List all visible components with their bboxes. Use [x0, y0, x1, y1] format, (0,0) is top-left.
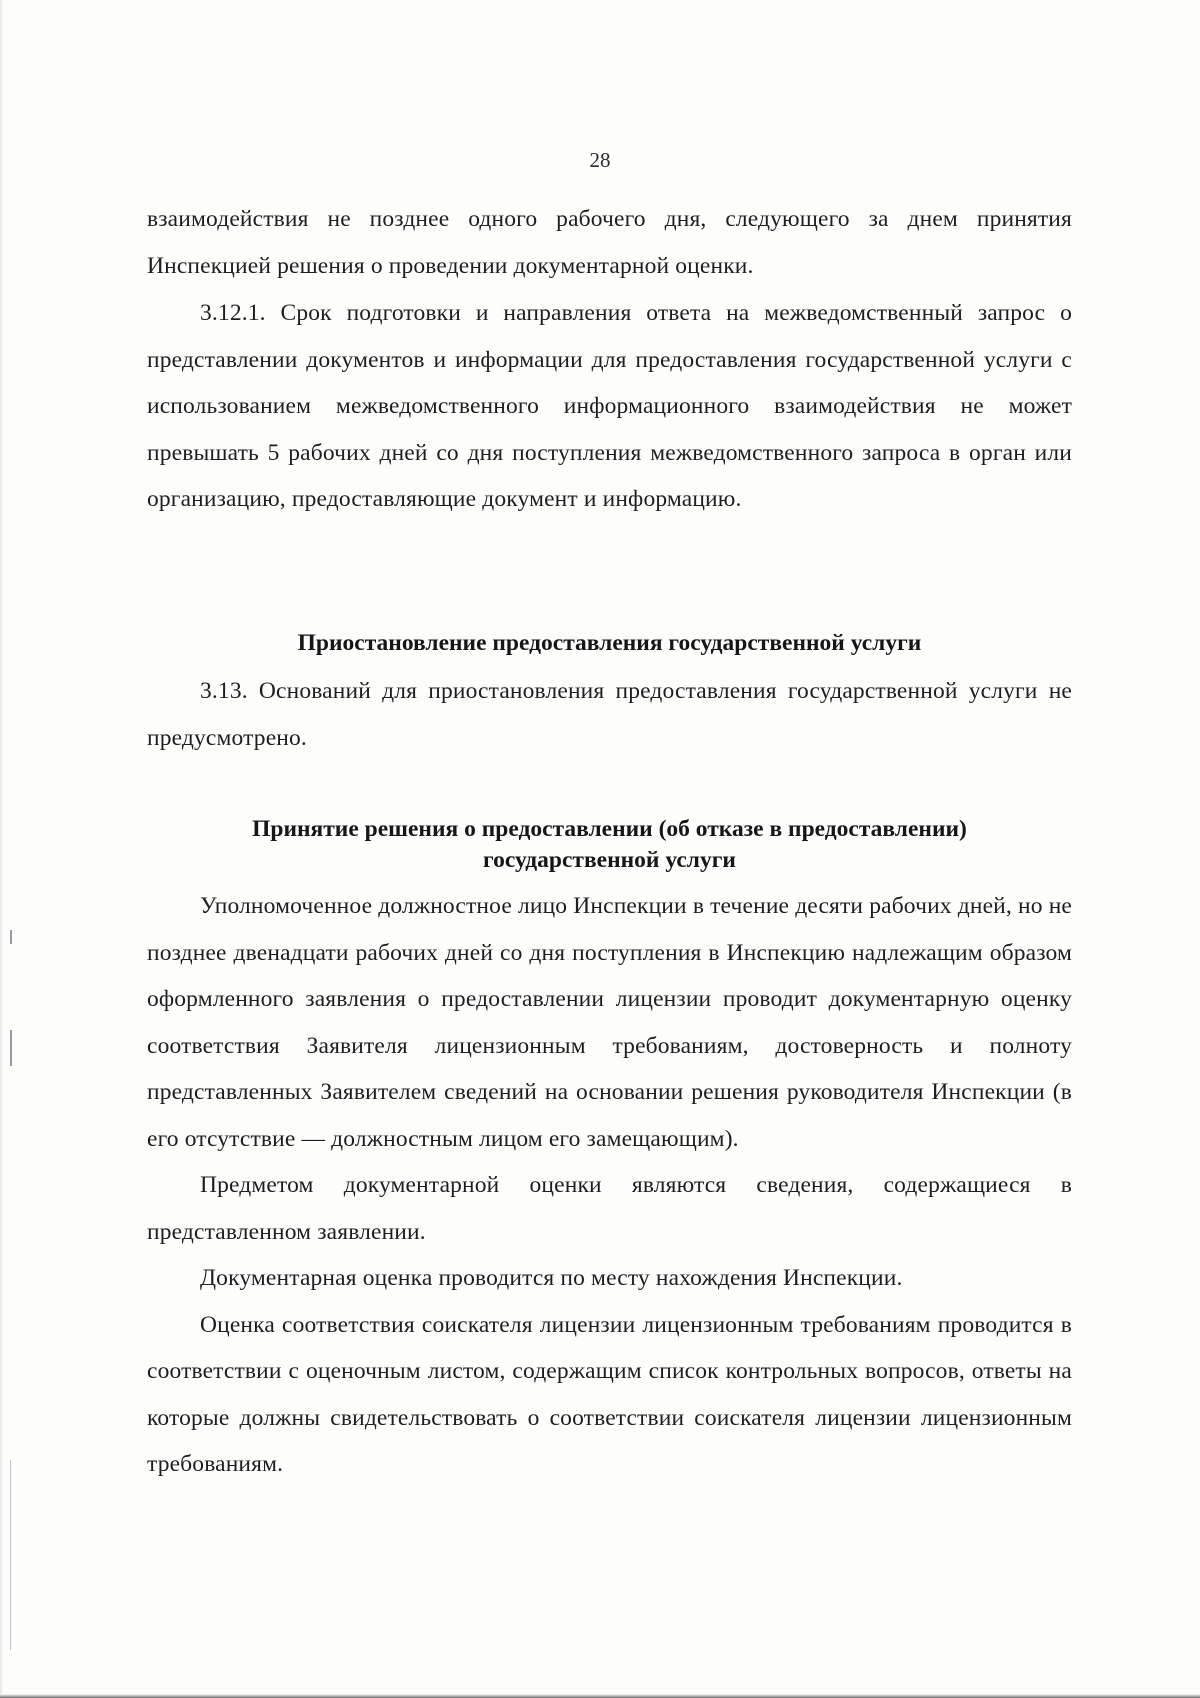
- clause-3-13: [147, 668, 1072, 761]
- scan-artifact: [10, 1030, 12, 1066]
- paragraph: 3.13. Оснований для приостановления предоставления государственной услуги не предусмотрено.: [147, 678, 1072, 751]
- heading-line: Принятие решения о предоставлении (об отказе в предоставлении): [252, 816, 967, 842]
- paragraph: 3.12.1. Срок подготовки и направления ответа на межведомственный запрос о представлении документов и информации для предоставления государственной услуги с использованием межведомственного информационного взаимодействия не может превышать 5 рабочих дней со дня поступления межведомственного запроса в орган или организацию, предоставляющие документ и информацию.: [147, 300, 1072, 512]
- section-heading-suspension: Приостановление предоставления государственной услуги: [297, 630, 922, 656]
- page-number: 28: [589, 148, 611, 172]
- paragraph: Предметом документарной оценки являются сведения, содержащиеся в представленном заявлении.: [147, 1172, 1072, 1245]
- scan-edge-bottom: [0, 1694, 1200, 1698]
- paragraph: Оценка соответствия соискателя лицензии лицензионным требованиям проводится в соответствии с оценочным листом, содержащим список контрольных вопросов, ответы на которые должны свидетельствовать о соответствии соискателя лицензии лицензионным требованиям.: [147, 1311, 1072, 1477]
- scan-edge-left: [0, 0, 3, 1698]
- scan-artifact: [10, 1460, 11, 1650]
- paragraph: взаимодействия не позднее одного рабочего дня, следующего за днем принятия Инспекцией решения о проведении документарной оценки.: [147, 206, 1072, 279]
- section-heading-decision: [147, 814, 1072, 876]
- section-decision-body: [147, 883, 1072, 1488]
- paragraph: Документарная оценка проводится по месту нахождения Инспекции.: [200, 1265, 903, 1291]
- paragraph: Уполномоченное должностное лицо Инспекции в течение десяти рабочих дней, но не позднее двенадцати рабочих дней со дня поступления в Инспекцию надлежащим образом оформленного заявления о предоставлении лицензии проводит документарную оценку соответствия Заявителя лицензионным требованиям, достоверность и полноту представленных Заявителем сведений на основании решения руководителя Инспекции (в его отсутствие — должностным лицом его замещающим).: [147, 893, 1072, 1152]
- paragraph-continuation: [147, 196, 1072, 289]
- heading-line: государственной услуги: [483, 847, 736, 873]
- clause-3-12-1: [147, 290, 1072, 523]
- scan-artifact: [10, 930, 12, 944]
